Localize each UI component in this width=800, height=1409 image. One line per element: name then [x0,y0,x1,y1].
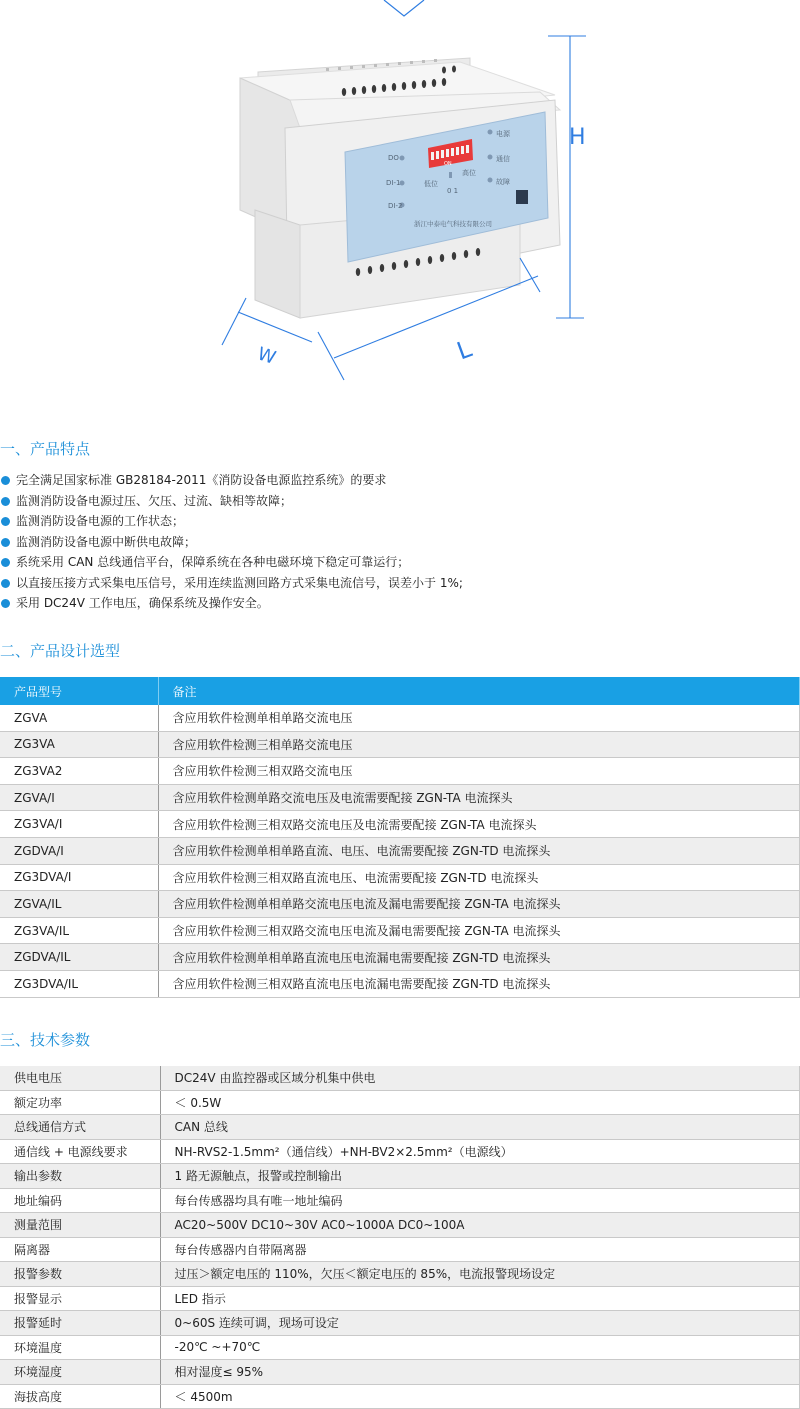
table-row [0,705,800,731]
table-row [0,1066,800,1090]
table-row [0,1384,800,1409]
param-value-cell: ＜ 4500m [160,1384,800,1409]
param-name-cell: 测量范围 [0,1213,160,1238]
table-row [0,917,800,944]
bullet-icon [1,517,10,526]
model-cell: ZGVA/IL [0,891,158,918]
param-name-cell: 海拔高度 [0,1384,160,1409]
section-title-specs: 三、技术参数 [0,1031,91,1049]
product-illustration [0,0,800,400]
model-cell: ZG3VA/IL [0,917,158,944]
param-name-cell: 额定功率 [0,1090,160,1115]
param-name-cell: 通信线 + 电源线要求 [0,1139,160,1164]
table-row [0,731,800,758]
param-value-cell: LED 指示 [160,1286,800,1311]
bullet-icon [1,579,10,588]
table-row [0,1262,800,1287]
model-table [0,677,800,998]
led-power: 电源 [496,130,510,138]
table-row [0,811,800,838]
table-row [0,1139,800,1164]
param-value-cell: AC20~500V DC10~30V AC0~1000A DC0~100A [160,1213,800,1238]
bullet-icon [1,599,10,608]
label-on: ON [444,161,452,167]
bullet-icon [1,476,10,485]
param-name-cell: 隔离器 [0,1237,160,1262]
list-item: 监测消防设备电源过压、欠压、过流、缺相等故障； [0,491,800,512]
model-cell: ZG3VA2 [0,758,158,785]
table-row [0,1311,800,1336]
table-row [0,1237,800,1262]
param-value-cell: 每台传感器内自带隔离器 [160,1237,800,1262]
label-high: 高位 [462,169,476,177]
device-knob [516,190,528,204]
note-cell: 含应用软件检测三相双路交流电压 [158,758,800,785]
param-value-cell: 过压＞额定电压的 110%，欠压＜额定电压的 85%，电流报警现场设定 [160,1262,800,1287]
column-header: 产品型号 [0,677,158,705]
label-01: 0 1 [447,187,459,195]
label-di2: DI-2 [388,202,403,210]
param-value-cell: NH-RVS2-1.5mm²（通信线）+NH-BV2×2.5mm²（电源线） [160,1139,800,1164]
param-value-cell: CAN 总线 [160,1115,800,1140]
note-cell: 含应用软件检测三相双路直流电压电流漏电需要配接 ZGN-TD 电流探头 [158,970,800,997]
bullet-icon [1,538,10,547]
param-name-cell: 输出参数 [0,1164,160,1189]
device-body [240,58,560,318]
note-cell: 含应用软件检测三相双路直流电压、电流需要配接 ZGN-TD 电流探头 [158,864,800,891]
table-row [0,1286,800,1311]
label-low: 低位 [424,180,438,188]
note-cell: 含应用软件检测单相单路直流电压电流漏电需要配接 ZGN-TD 电流探头 [158,944,800,971]
company-name: 浙江中泰电气科技有限公司 [414,220,492,228]
table-row [0,1213,800,1238]
param-value-cell: ＜ 0.5W [160,1090,800,1115]
list-item: 完全满足国家标准 GB28184-2011《消防设备电源监控系统》的要求 [0,470,800,491]
table-row [0,837,800,864]
table-row [0,970,800,997]
table-header-row [0,677,800,705]
model-cell: ZGDVA/IL [0,944,158,971]
table-row [0,758,800,785]
led-fault: 故障 [496,178,510,186]
param-name-cell: 报警参数 [0,1262,160,1287]
section-title-models: 二、产品设计选型 [0,642,121,660]
spec-table [0,1066,800,1409]
table-row [0,891,800,918]
note-cell: 含应用软件检测单路交流电压及电流需要配接 ZGN-TA 电流探头 [158,784,800,811]
note-cell: 含应用软件检测单相单路交流电压 [158,705,800,731]
model-cell: ZG3DVA/IL [0,970,158,997]
note-cell: 含应用软件检测三相单路交流电压 [158,731,800,758]
dimension-h-label: H [569,125,586,150]
model-cell: ZG3DVA/I [0,864,158,891]
note-cell: 含应用软件检测三相双路交流电压及电流需要配接 ZGN-TA 电流探头 [158,811,800,838]
model-cell: ZGVA [0,705,158,731]
feature-list [0,470,800,614]
list-item: 系统采用 CAN 总线通信平台，保障系统在各种电磁环境下稳定可靠运行； [0,552,800,573]
bullet-icon [1,558,10,567]
param-name-cell: 报警显示 [0,1286,160,1311]
param-name-cell: 环境湿度 [0,1360,160,1385]
param-value-cell: 相对湿度≤ 95% [160,1360,800,1385]
dimension-l-label: L [453,334,476,366]
table-row [0,1164,800,1189]
param-name-cell: 供电电压 [0,1066,160,1090]
section-title-features: 一、产品特点 [0,440,91,458]
list-item: 以直接压接方式采集电压信号，采用连续监测回路方式采集电流信号，误差小于 1%; [0,573,800,594]
param-value-cell: 1 路无源触点，报警或控制输出 [160,1164,800,1189]
model-cell: ZG3VA/I [0,811,158,838]
param-name-cell: 总线通信方式 [0,1115,160,1140]
model-cell: ZGVA/I [0,784,158,811]
param-name-cell: 地址编码 [0,1188,160,1213]
table-row [0,1090,800,1115]
param-name-cell: 环境温度 [0,1335,160,1360]
param-name-cell: 报警延时 [0,1311,160,1336]
note-cell: 含应用软件检测单相单路交流电压电流及漏电需要配接 ZGN-TA 电流探头 [158,891,800,918]
list-item: 采用 DC24V 工作电压，确保系统及操作安全。 [0,593,800,614]
column-header: 备注 [158,677,800,705]
table-row [0,864,800,891]
label-do: DO [388,154,399,162]
param-value-cell: 每台传感器均具有唯一地址编码 [160,1188,800,1213]
dimension-w-label: W [254,343,279,369]
table-row [0,944,800,971]
param-value-cell: 0~60S 连续可调，现场可设定 [160,1311,800,1336]
model-cell: ZG3VA [0,731,158,758]
table-row [0,1360,800,1385]
table-row [0,1335,800,1360]
param-value-cell: -20℃ ~+70℃ [160,1335,800,1360]
param-value-cell: DC24V 由监控器或区域分机集中供电 [160,1066,800,1090]
bullet-icon [1,497,10,506]
table-row [0,1188,800,1213]
label-di1: DI-1 [386,179,401,187]
model-cell: ZGDVA/I [0,837,158,864]
list-item: 监测消防设备电源的工作状态； [0,511,800,532]
led-comm: 通信 [496,155,510,163]
note-cell: 含应用软件检测单相单路直流、电压、电流需要配接 ZGN-TD 电流探头 [158,837,800,864]
table-row [0,784,800,811]
note-cell: 含应用软件检测三相双路交流电压电流及漏电需要配接 ZGN-TA 电流探头 [158,917,800,944]
table-row [0,1115,800,1140]
list-item: 监测消防设备电源中断供电故障； [0,532,800,553]
